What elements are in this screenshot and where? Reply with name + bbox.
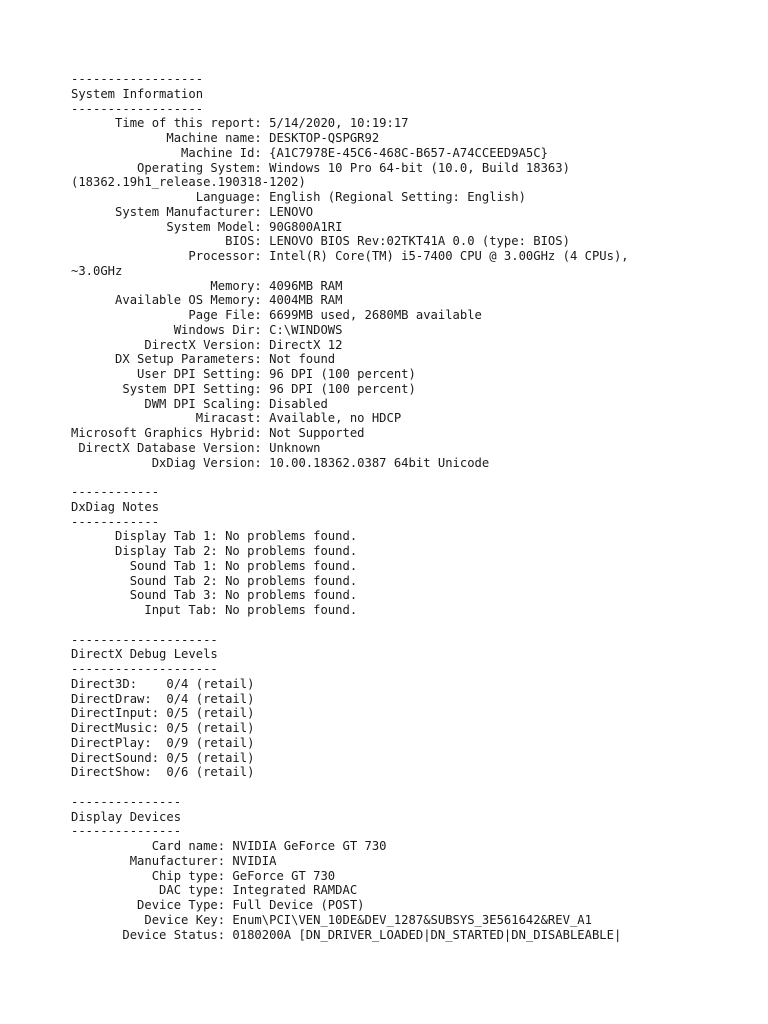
- report-line: User DPI Setting: 96 DPI (100 percent): [71, 367, 416, 381]
- report-line: Device Status: 0180200A [DN_DRIVER_LOADED|DN_STARTED|DN_DISABLEABLE|: [71, 927, 622, 942]
- section-dxdiag-notes: [71, 485, 761, 618]
- report-line: DirectPlay: 0/9 (retail): [71, 735, 255, 750]
- report-line: System DPI Setting: 96 DPI (100 percent): [71, 381, 416, 396]
- report-line: Sound Tab 3: No problems found.: [71, 588, 358, 603]
- report-line: Card name: NVIDIA GeForce GT 730: [71, 839, 387, 853]
- section-rule: ------------------: [71, 101, 204, 116]
- report-line: DirectDraw: 0/4 (retail): [71, 691, 255, 706]
- report-line: Device Key: Enum\PCI\VEN_10DE&DEV_1287&SUBSYS_3E561642&REV_A1: [71, 912, 592, 927]
- section-rule: ---------------: [71, 794, 182, 809]
- report-line: Processor: Intel(R) Core(TM) i5-7400 CPU @ 3.00GHz (4 CPUs),: [71, 249, 629, 263]
- report-line: Chip type: GeForce GT 730: [71, 868, 336, 883]
- report-line: Machine Id: {A1C7978E-45C6-468C-B657-A74CCEED9A5C}: [71, 145, 548, 160]
- section-rule: ------------: [71, 514, 160, 529]
- report-line: Microsoft Graphics Hybrid: Not Supported: [71, 426, 365, 440]
- report-line: Sound Tab 2: No problems found.: [71, 573, 358, 588]
- report-line: Direct3D: 0/4 (retail): [71, 676, 255, 691]
- report-line: Time of this report: 5/14/2020, 10:19:17: [71, 116, 409, 131]
- report-line: Display Tab 2: No problems found.: [71, 544, 358, 558]
- blank-line: [71, 618, 761, 633]
- section-rule: ---------------: [71, 824, 182, 839]
- report-line: DX Setup Parameters: Not found: [71, 352, 336, 367]
- report-line: Display Tab 1: No problems found.: [71, 529, 358, 544]
- blank-line: [71, 780, 761, 795]
- section-title: System Information: [71, 86, 204, 101]
- report-line: Manufacturer: NVIDIA: [71, 853, 277, 868]
- report-line: Page File: 6699MB used, 2680MB available: [71, 308, 482, 322]
- report-line: System Manufacturer: LENOVO: [71, 204, 314, 219]
- report-line: Memory: 4096MB RAM: [71, 278, 343, 293]
- report-line: DAC type: Integrated RAMDAC: [71, 883, 358, 898]
- report-line: (18362.19h1_release.190318-1202): [71, 175, 306, 190]
- report-line: Language: English (Regional Setting: English): [71, 190, 526, 204]
- report-line: BIOS: LENOVO BIOS Rev:02TKT41A 0.0 (type: BIOS): [71, 234, 570, 249]
- section-title: DxDiag Notes: [71, 499, 160, 514]
- report-line: Available OS Memory: 4004MB RAM: [71, 293, 343, 308]
- section-directx-debug-levels: [71, 633, 761, 781]
- section-rule: ------------: [71, 485, 160, 499]
- report-line: DirectShow: 0/6 (retail): [71, 765, 255, 780]
- section-rule: ------------------: [71, 72, 204, 86]
- section-title: Display Devices: [71, 809, 182, 824]
- report-line: DxDiag Version: 10.00.18362.0387 64bit Unicode: [71, 455, 490, 470]
- report-line: Device Type: Full Device (POST): [71, 898, 365, 912]
- section-rule: --------------------: [71, 632, 218, 647]
- report-line: DirectX Database Version: Unknown: [71, 440, 321, 455]
- report-line: System Model: 90G800A1RI: [71, 219, 343, 234]
- report-line: DirectInput: 0/5 (retail): [71, 706, 255, 721]
- section-system-information: [71, 72, 761, 470]
- report-line: DirectMusic: 0/5 (retail): [71, 721, 255, 735]
- report-line: Windows Dir: C:\WINDOWS: [71, 322, 343, 337]
- report-line: DWM DPI Scaling: Disabled: [71, 396, 328, 411]
- section-display-devices: [71, 795, 761, 943]
- report-line: DirectSound: 0/5 (retail): [71, 750, 255, 765]
- report-line: Input Tab: No problems found.: [71, 603, 358, 617]
- blank-line: [71, 470, 761, 485]
- dxdiag-report: [71, 72, 761, 942]
- report-line: Miracast: Available, no HDCP: [71, 411, 402, 426]
- report-line: Operating System: Windows 10 Pro 64-bit (10.0, Build 18363): [71, 160, 570, 175]
- report-line: Sound Tab 1: No problems found.: [71, 558, 358, 573]
- report-line: Machine name: DESKTOP-QSPGR92: [71, 131, 380, 145]
- report-line: DirectX Version: DirectX 12: [71, 337, 343, 352]
- section-rule: --------------------: [71, 662, 218, 676]
- report-line: ~3.0GHz: [71, 263, 123, 278]
- section-title: DirectX Debug Levels: [71, 647, 218, 662]
